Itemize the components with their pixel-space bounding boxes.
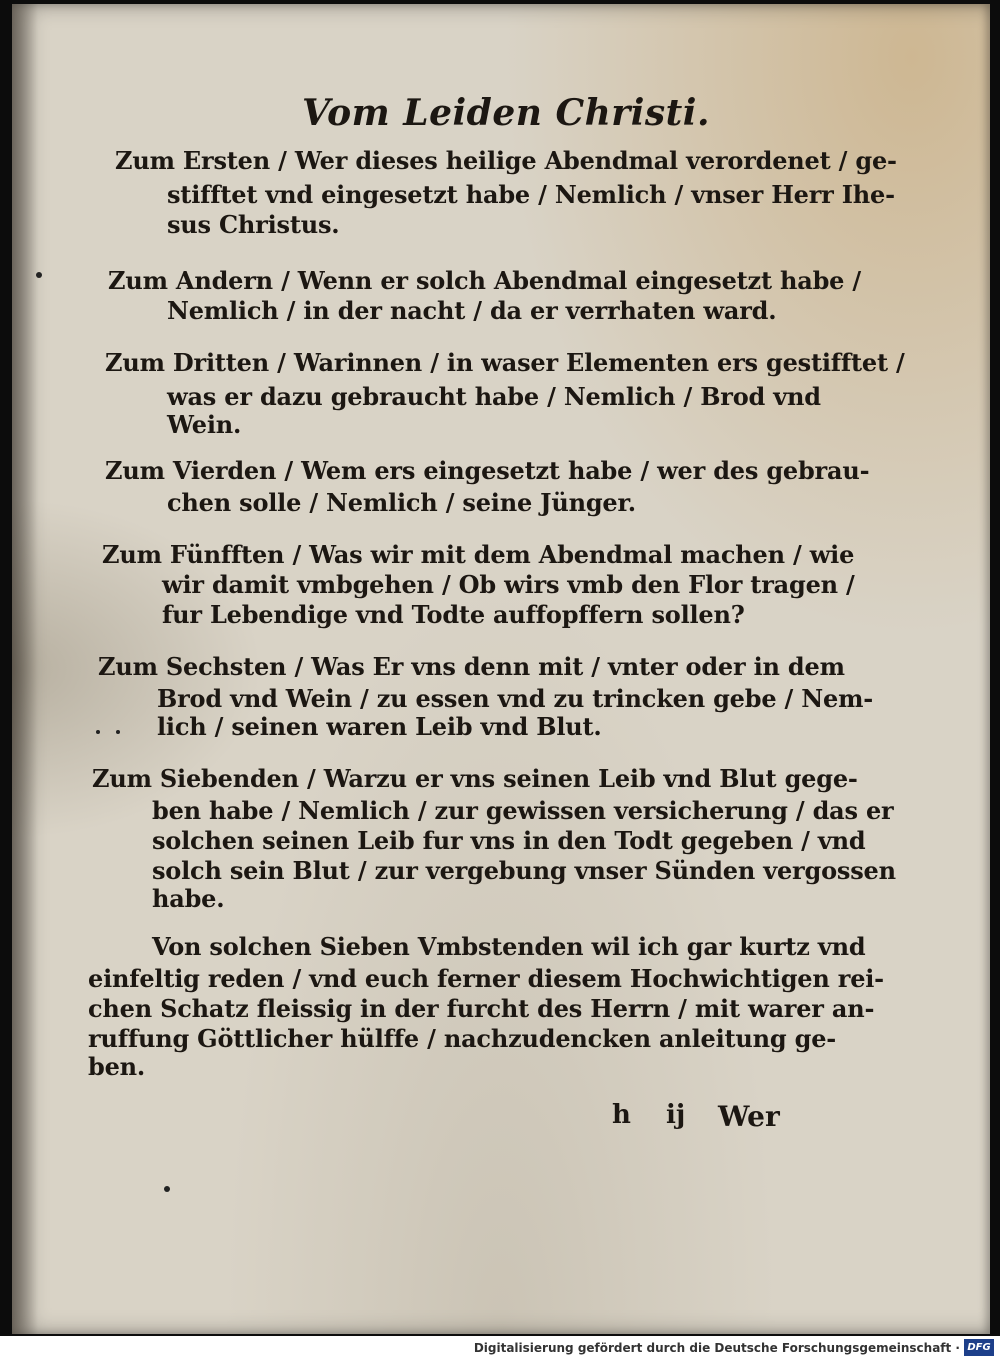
text-line: Von solchen Sieben Vmbstenden wil ich gar kurtz vnd xyxy=(152,932,866,961)
text-line: ruffung Göttlicher hülffe / nachzudencken anleitung ge- xyxy=(88,1024,837,1053)
text-line: ben. xyxy=(88,1052,146,1081)
text-line: was er dazu gebraucht habe / Nemlich / Brod vnd xyxy=(167,382,821,411)
text-line: Wein. xyxy=(167,410,242,439)
text-line: chen Schatz fleissig in der furcht des Herrn / mit warer an- xyxy=(88,994,875,1023)
text-line: Zum Vierden / Wem ers eingesetzt habe / wer des gebrau- xyxy=(105,456,870,485)
text-line: Brod vnd Wein / zu essen vnd zu trincken gebe / Nem- xyxy=(157,684,874,713)
text-line: lich / seinen waren Leib vnd Blut. xyxy=(157,712,602,741)
text-line: Zum Siebenden / Warzu er vns seinen Leib vnd Blut gege- xyxy=(92,764,858,793)
text-line: Zum Ersten / Wer dieses heilige Abendmal verordenet / ge- xyxy=(115,146,897,175)
credit-text: Digitalisierung gefördert durch die Deutsche Forschungsgemeinschaft · xyxy=(473,1341,960,1355)
text-line: wir damit vmbgehen / Ob wirs vmb den Flor tragen / xyxy=(162,570,855,599)
ink-speck xyxy=(164,1186,170,1192)
text-line: Zum Andern / Wenn er solch Abendmal eingesetzt habe / xyxy=(108,266,861,295)
text-line: Nemlich / in der nacht / da er verrhaten ward. xyxy=(167,296,777,325)
ink-speck xyxy=(36,272,42,278)
text-line: solch sein Blut / zur vergebung vnser Sünden vergossen xyxy=(152,856,896,885)
ink-speck xyxy=(96,730,100,734)
running-headline: Vom Leiden Christi. xyxy=(302,92,711,134)
ink-speck xyxy=(116,730,120,734)
text-line: ben habe / Nemlich / zur gewissen versicherung / das er xyxy=(152,796,894,825)
signature-mark: h ij xyxy=(612,1100,686,1130)
text-line: solchen seinen Leib fur vns in den Todt gegeben / vnd xyxy=(152,826,866,855)
text-line: habe. xyxy=(152,884,225,913)
text-line: fur Lebendige vnd Todte auffopffern sollen? xyxy=(162,600,745,629)
text-line: Zum Dritten / Warinnen / in waser Elementen ers gestifftet / xyxy=(105,348,905,377)
text-line: Zum Sechsten / Was Er vns denn mit / vnter oder in dem xyxy=(98,652,845,681)
page-text xyxy=(12,4,990,1334)
text-line: sus Christus. xyxy=(167,210,340,239)
text-line: Zum Fünfften / Was wir mit dem Abendmal machen / wie xyxy=(102,540,855,569)
dfg-logo: DFG xyxy=(964,1339,994,1356)
text-line: stifftet vnd eingesetzt habe / Nemlich / vnser Herr Ihe- xyxy=(167,180,895,209)
catchword: Wer xyxy=(718,1100,780,1133)
book-page xyxy=(12,4,990,1334)
text-line: chen solle / Nemlich / seine Jünger. xyxy=(167,488,636,517)
text-line: einfeltig reden / vnd euch ferner diesem Hochwichtigen rei- xyxy=(88,964,884,993)
digitization-credit-bar xyxy=(0,1336,1000,1361)
